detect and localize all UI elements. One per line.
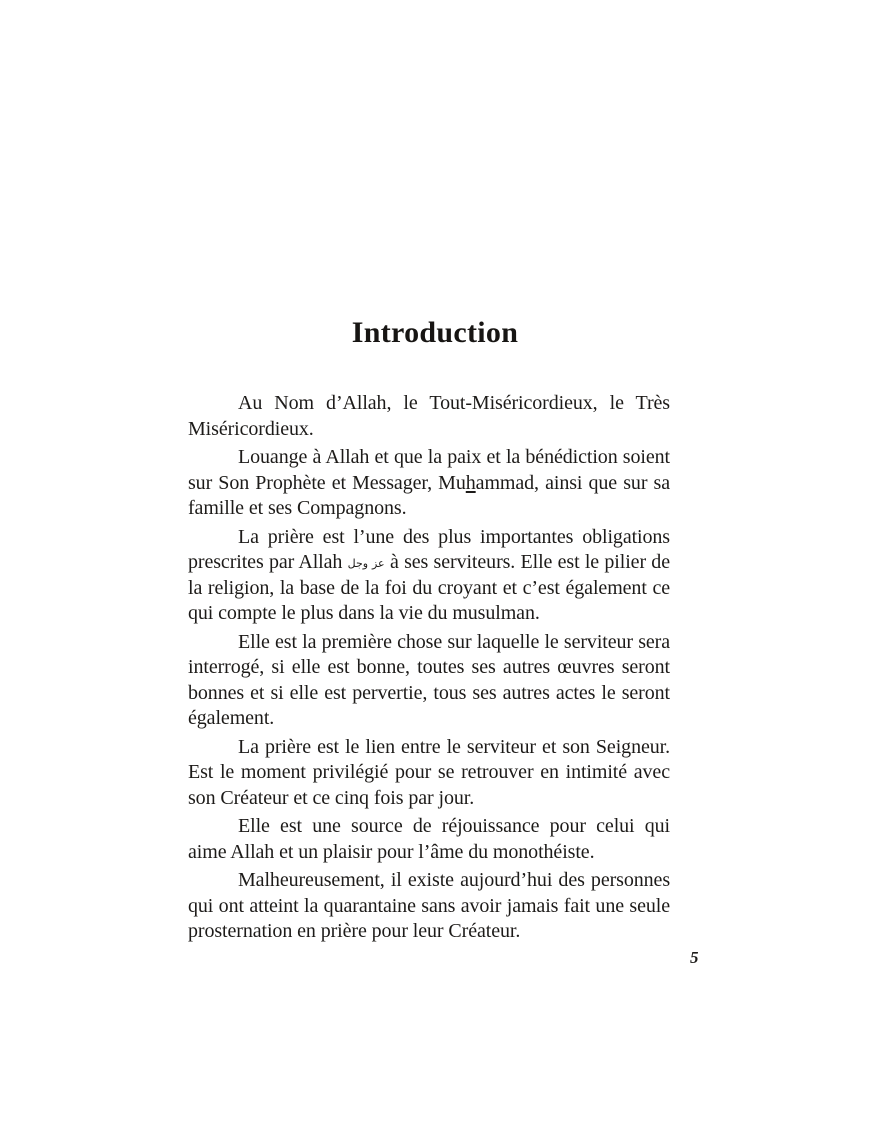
paragraph-text: Au Nom d’Allah, le Tout-Miséricordieux, le Très Miséricordieux. — [188, 392, 670, 440]
paragraph-text: La prière est le lien entre le serviteur et son Seigneur. Est le moment privilégié pour se retrouver en intimité avec son Créateur et ce cinq fois par jour. — [188, 735, 670, 809]
paragraph-text: La prière est l’une des plus importantes obligations prescrites par Allah — [188, 525, 670, 573]
page-body — [188, 391, 670, 948]
paragraph-premiere-chose — [188, 630, 670, 732]
paragraph-text: Elle est une source de réjouissance pour celui qui aime Allah et un plaisir pour l’âme du monothéiste. — [188, 815, 670, 863]
paragraph-lien-serviteur — [188, 735, 670, 812]
paragraph-text: Malheureusement, il existe aujourd’hui des personnes qui ont atteint la quarantaine sans avoir jamais fait une seule prosternation en prière pour leur Créateur. — [188, 869, 670, 942]
paragraph-text: ammad, ainsi que sur sa famille et ses Compagnons. — [188, 471, 670, 519]
underlined-letter: h — [465, 471, 476, 494]
page-number: 5 — [690, 948, 699, 967]
paragraph-basmala — [188, 391, 670, 442]
paragraph-priere-obligation — [188, 525, 670, 627]
paragraph-malheureusement — [188, 868, 670, 945]
paragraph-louange — [188, 445, 670, 522]
allah-honorific-icon: عز وجل — [347, 557, 385, 570]
chapter-title: Introduction — [351, 316, 519, 349]
paragraph-text: à ses serviteurs. Elle est le pilier de la religion, la base de la foi du croyant et c’est également ce qui compte le plus dans la vie du musulman. — [188, 551, 670, 624]
paragraph-rejouissance — [188, 814, 670, 865]
paragraph-text: Louange à Allah et que la paix et la bénédiction soient sur Son Prophète et Messager, Mu — [188, 446, 670, 494]
paragraph-text: Elle est la première chose sur laquelle le serviteur sera interrogé, si elle est bonne, toutes ses autres œuvres seront bonnes et si elle est pervertie, tous ses autres actes le seront également. — [188, 630, 670, 729]
